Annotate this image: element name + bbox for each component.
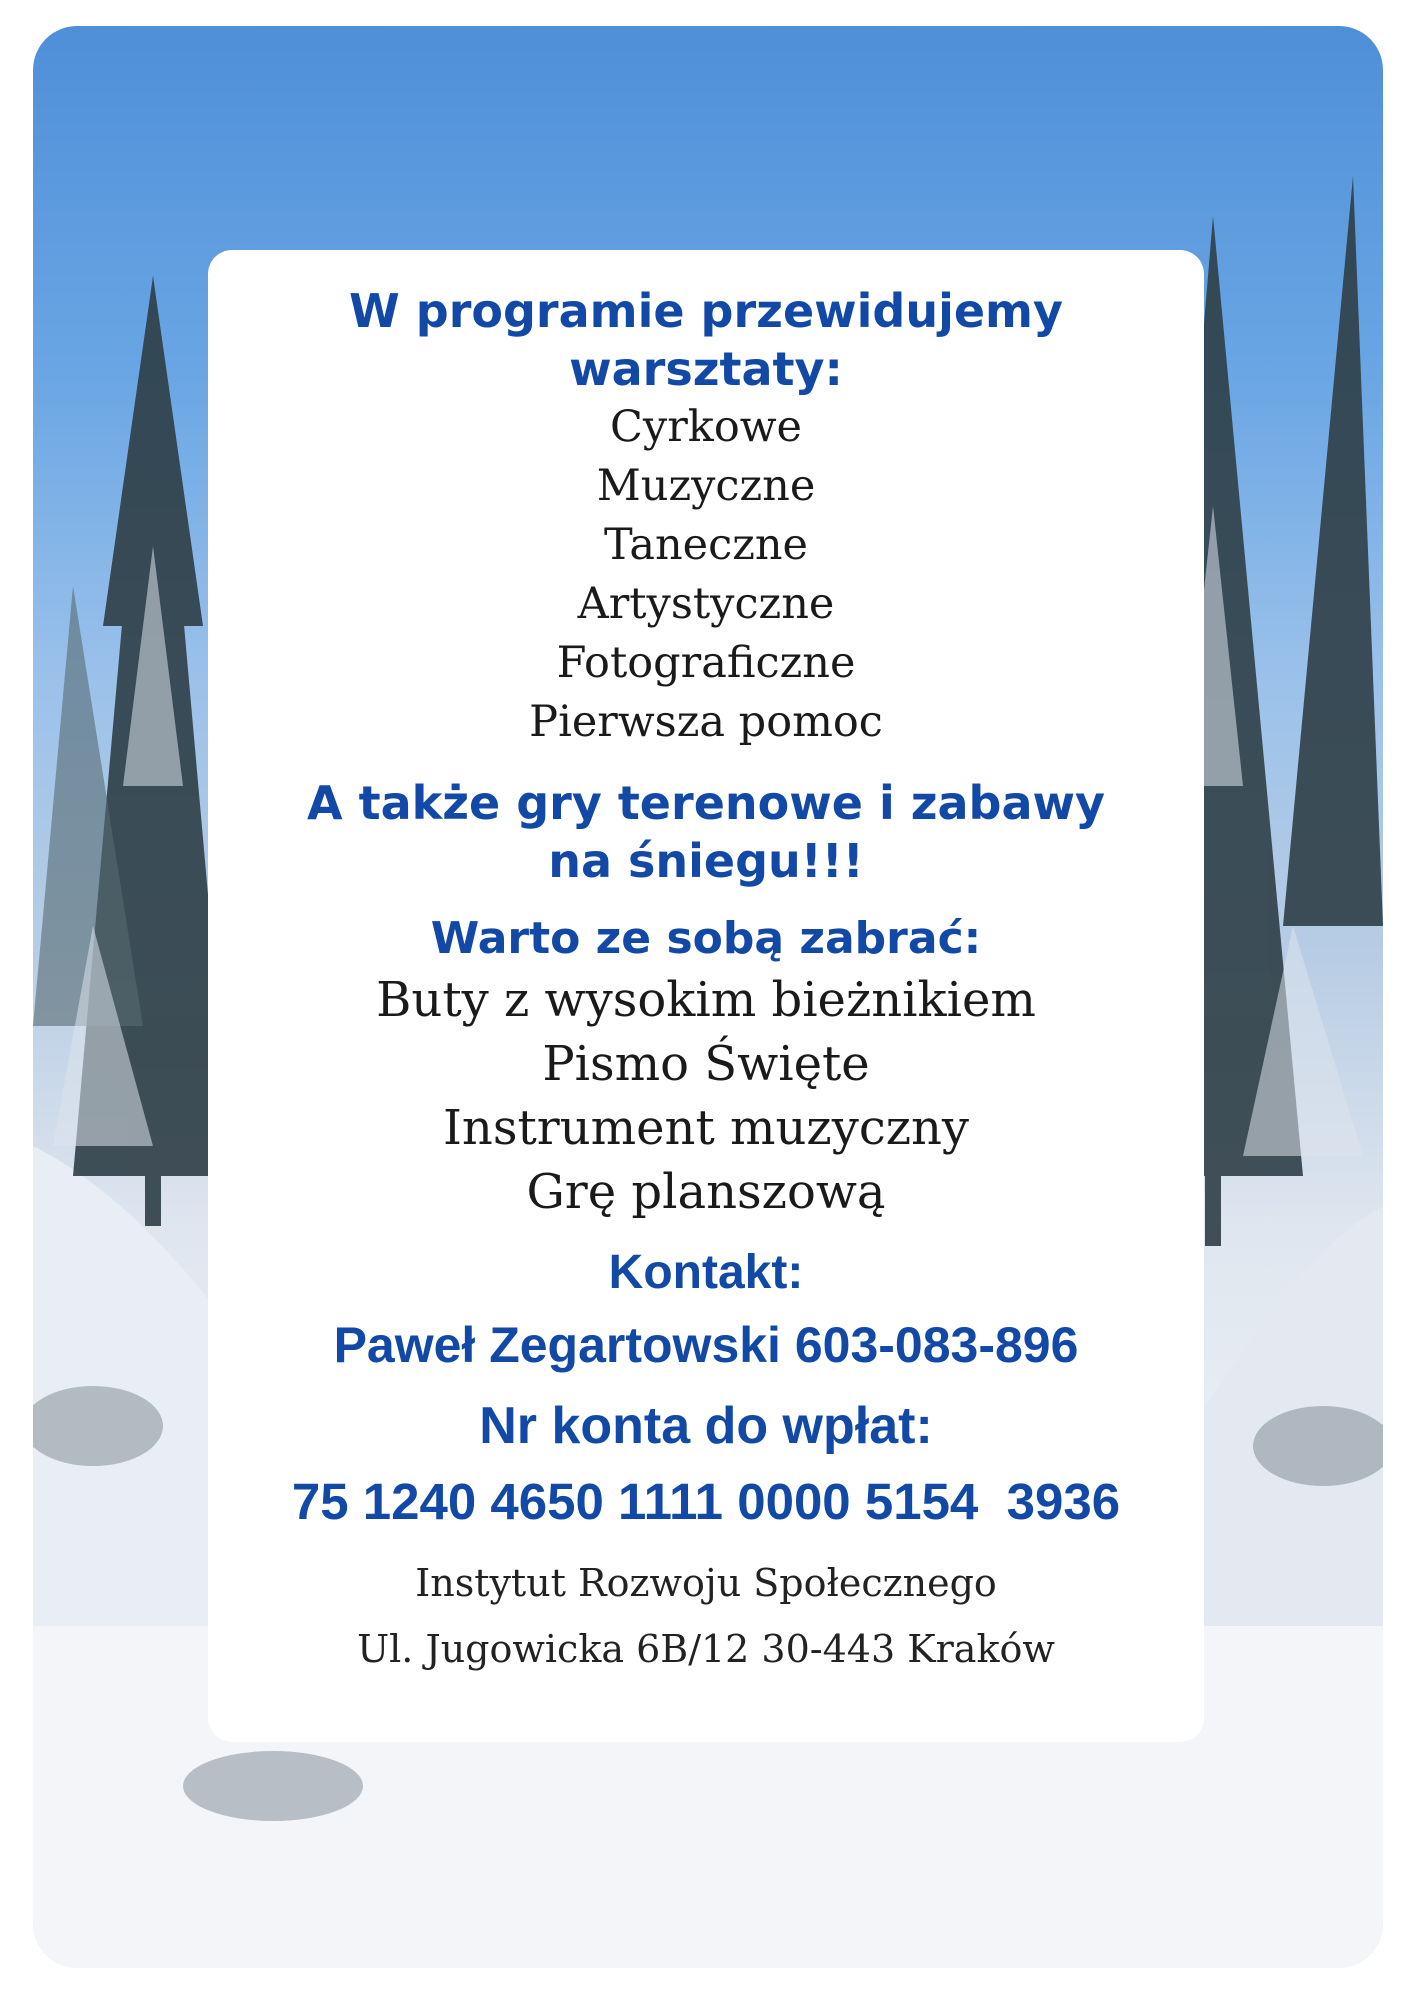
info-card xyxy=(208,250,1204,1742)
list-item: Fotograficzne xyxy=(556,638,856,688)
workshops-heading: W programie przewidujemy xyxy=(349,284,1063,338)
bring-list xyxy=(208,968,1204,1224)
list-item: Artystyczne xyxy=(577,579,835,629)
bring-heading: Warto ze sobą zabrać: xyxy=(430,913,982,964)
contact-section xyxy=(208,1238,1204,1382)
games-line-cont: na śniegu!!! xyxy=(548,834,864,888)
list-item: Buty z wysokim bieżnikiem xyxy=(376,972,1036,1028)
list-item: Pismo Święte xyxy=(542,1036,870,1092)
workshops-list xyxy=(208,398,1204,752)
contact-person: Paweł Zegartowski 603-083-896 xyxy=(333,1317,1079,1373)
list-item: Taneczne xyxy=(604,520,808,570)
games-line: A także gry terenowe i zabawy xyxy=(306,776,1105,830)
list-item: Cyrkowe xyxy=(610,402,802,452)
list-item: Muzyczne xyxy=(596,461,816,511)
contact-heading: Kontakt: xyxy=(608,1246,804,1299)
list-item: Grę planszową xyxy=(526,1164,886,1220)
account-section xyxy=(208,1388,1204,1540)
list-item: Instrument muzyczny xyxy=(442,1100,970,1156)
bring-section xyxy=(208,910,1204,1224)
organizer-address: Ul. Jugowicka 6B/12 30-443 Kraków xyxy=(357,1627,1055,1671)
workshops-heading-cont: warsztaty: xyxy=(569,342,843,396)
list-item: Pierwsza pomoc xyxy=(529,697,883,747)
workshops-section xyxy=(208,250,1204,752)
games-section xyxy=(208,774,1204,890)
poster-background xyxy=(33,26,1383,1968)
account-number: 75 1240 4650 1111 0000 5154 3936 xyxy=(291,1473,1121,1530)
account-heading: Nr konta do wpłat: xyxy=(479,1397,933,1455)
organizer-section xyxy=(208,1550,1204,1682)
organizer-name: Instytut Rozwoju Społecznego xyxy=(415,1561,997,1605)
